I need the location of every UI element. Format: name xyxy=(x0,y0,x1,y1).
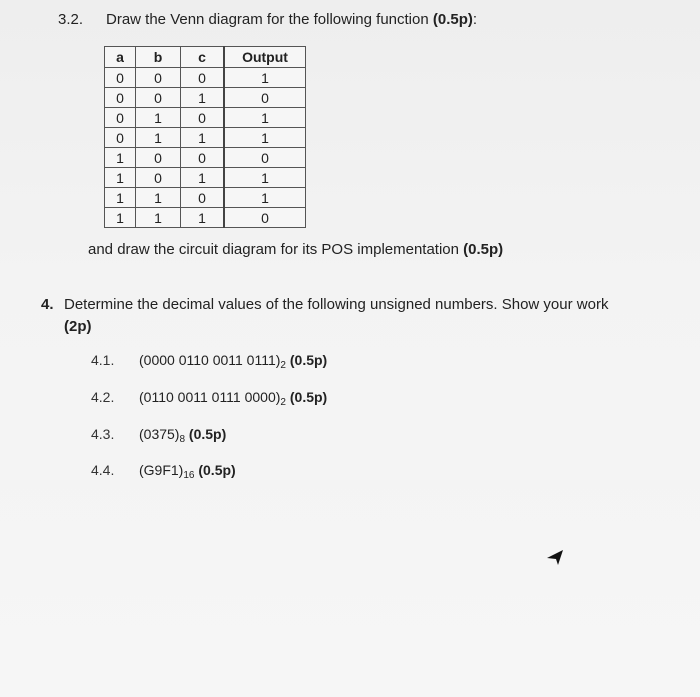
cell-c: 0 xyxy=(181,108,225,128)
question-number-4: 4. xyxy=(41,296,54,313)
table-row xyxy=(105,208,306,228)
item-base: 2 xyxy=(280,360,286,371)
question-3-2-text xyxy=(106,11,477,28)
cell-c: 0 xyxy=(181,148,225,168)
cell-c: 1 xyxy=(181,168,225,188)
item-number: 4.1. xyxy=(91,352,115,368)
cell-a: 1 xyxy=(105,148,136,168)
cell-output: 0 xyxy=(224,88,306,108)
item-value-line xyxy=(139,389,327,408)
table-row xyxy=(105,88,306,108)
cell-a: 0 xyxy=(105,108,136,128)
table-row xyxy=(105,128,306,148)
item-base: 8 xyxy=(179,434,186,445)
item-value: (0375) xyxy=(139,426,180,442)
item-value: (0110 0011 0111 0000) xyxy=(139,389,281,405)
cell-b: 0 xyxy=(136,68,181,88)
question-4-text: Determine the decimal values of the following unsigned numbers. Show your work xyxy=(64,296,609,313)
item-base: 2 xyxy=(280,397,286,408)
list-item xyxy=(91,462,114,480)
item-value: (G9F1) xyxy=(139,462,184,478)
cell-output: 1 xyxy=(224,108,306,128)
cell-b: 1 xyxy=(136,128,181,148)
cell-c: 0 xyxy=(181,188,225,208)
cell-output: 1 xyxy=(224,188,306,208)
truth-table-header-row xyxy=(105,47,306,68)
cell-b: 0 xyxy=(136,148,181,168)
header-a: a xyxy=(105,47,136,68)
question-3-2-points: (0.5p) xyxy=(432,11,473,28)
table-row xyxy=(105,68,306,88)
truth-table xyxy=(104,46,306,228)
item-base: 16 xyxy=(183,470,195,481)
cell-a: 1 xyxy=(105,208,136,228)
item-value-line xyxy=(139,426,226,445)
cell-output: 0 xyxy=(224,208,306,228)
cell-b: 0 xyxy=(136,88,181,108)
cell-c: 0 xyxy=(181,68,225,88)
mouse-pointer-icon xyxy=(546,548,566,568)
item-points: (0.5p) xyxy=(289,389,328,405)
pos-instruction xyxy=(88,241,503,258)
list-item xyxy=(91,352,114,370)
pos-instruction-points: (0.5p) xyxy=(463,241,504,258)
item-number: 4.4. xyxy=(91,462,115,478)
cell-b: 1 xyxy=(136,188,181,208)
item-points: (0.5p) xyxy=(289,352,328,368)
cell-output: 1 xyxy=(224,128,306,148)
table-row xyxy=(105,188,306,208)
header-output: Output xyxy=(224,47,306,68)
cell-a: 0 xyxy=(105,128,136,148)
item-number: 4.2. xyxy=(91,389,115,405)
header-b: b xyxy=(136,47,181,68)
table-row xyxy=(105,108,306,128)
cell-output: 1 xyxy=(224,168,306,188)
item-value-line xyxy=(139,462,236,481)
question-3-2-prompt: Draw the Venn diagram for the following function xyxy=(106,11,433,28)
cell-a: 0 xyxy=(105,88,136,108)
header-c: c xyxy=(181,47,225,68)
cell-c: 1 xyxy=(181,208,225,228)
cell-a: 0 xyxy=(105,68,136,88)
item-number: 4.3. xyxy=(91,426,115,442)
cell-c: 1 xyxy=(181,128,225,148)
item-value: (0000 0110 0011 0111) xyxy=(139,352,281,368)
item-points: (0.5p) xyxy=(198,462,236,478)
question-number-3-2: 3.2. xyxy=(58,11,84,28)
pos-instruction-text: and draw the circuit diagram for its POS implementation xyxy=(88,241,464,258)
item-value-line xyxy=(139,352,327,371)
cell-b: 1 xyxy=(136,108,181,128)
list-item xyxy=(91,426,114,444)
cell-b: 1 xyxy=(136,208,181,228)
question-3-2-colon: : xyxy=(472,11,478,28)
cell-output: 0 xyxy=(224,148,306,168)
cell-b: 0 xyxy=(136,168,181,188)
cell-a: 1 xyxy=(105,168,136,188)
item-points: (0.5p) xyxy=(188,426,227,442)
cell-c: 1 xyxy=(181,88,225,108)
question-4-points: (2p) xyxy=(64,318,92,335)
cell-output: 1 xyxy=(224,68,306,88)
list-item xyxy=(91,389,114,407)
table-row xyxy=(105,168,306,188)
cell-a: 1 xyxy=(105,188,136,208)
table-row xyxy=(105,148,306,168)
